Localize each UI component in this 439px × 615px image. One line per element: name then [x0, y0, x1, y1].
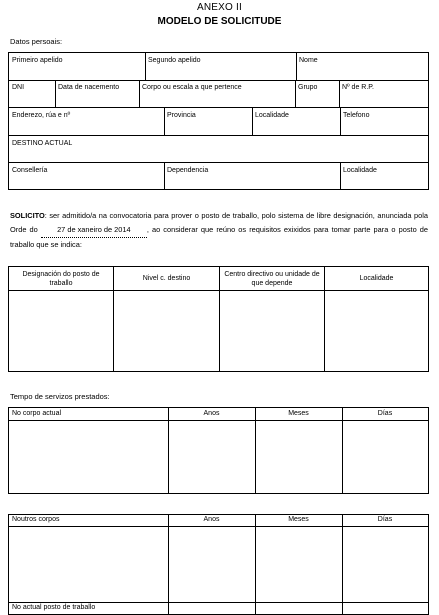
- post-header-designation: Designación do posto de traballo: [22, 271, 100, 287]
- dependency-field[interactable]: Dependencia: [167, 167, 209, 174]
- rp-number-field[interactable]: Nº de R.P.: [342, 84, 374, 91]
- post-header-locality: Localidade: [359, 275, 394, 282]
- other-months-header: Meses: [288, 516, 309, 523]
- annex-title: ANEXO II: [197, 2, 242, 13]
- destination-locality-field[interactable]: Localidade: [343, 167, 377, 174]
- other-years-header: Anos: [203, 516, 220, 523]
- post-header-directorate: Centro directivo ou unidade de que depende: [224, 271, 320, 287]
- other-days-header: Días: [377, 516, 393, 523]
- phone-field[interactable]: Telefono: [343, 112, 370, 119]
- first-surname-field[interactable]: Primeiro apelido: [12, 57, 63, 64]
- current-days-header: Días: [377, 410, 393, 417]
- current-years-header: Anos: [203, 410, 220, 417]
- request-paragraph: [10, 209, 428, 252]
- personal-data-label: Datos persoais:: [10, 37, 63, 46]
- second-surname-field[interactable]: Segundo apelido: [148, 57, 201, 64]
- request-text-after: , ao considerar que reúno os requisitos exixidos para tomar parte para o posto de traballo que se indica:: [10, 225, 428, 249]
- service-time-label: Tempo de servizos prestados:: [10, 392, 110, 401]
- current-destination-label: DESTINO ACTUAL: [12, 140, 73, 147]
- other-corps-table: [8, 514, 429, 615]
- current-corps-table: [8, 407, 429, 494]
- name-field[interactable]: Nome: [299, 57, 318, 64]
- post-table: [8, 266, 429, 372]
- address-field[interactable]: Enderezo, rúa e nº: [12, 112, 71, 119]
- form-title: MODELO DE SOLICITUDE: [157, 16, 282, 27]
- department-field[interactable]: Consellería: [12, 167, 48, 174]
- current-months-header: Meses: [288, 410, 309, 417]
- dni-field[interactable]: DNI: [12, 84, 25, 91]
- post-header-level: Nivel c. destino: [142, 275, 191, 282]
- province-field[interactable]: Provincia: [167, 112, 196, 119]
- other-corps-header: Noutros corpos: [12, 516, 60, 523]
- order-date[interactable]: 27 de xaneiro de 2014: [41, 223, 147, 238]
- group-field[interactable]: Grupo: [298, 84, 318, 91]
- personal-data-table: [8, 52, 429, 190]
- request-keyword: SOLICITO: [10, 211, 45, 220]
- current-corps-header: No corpo actual: [12, 410, 62, 417]
- corps-field[interactable]: Corpo ou escala a que pertence: [142, 84, 242, 91]
- birth-date-field[interactable]: Data de nacemento: [58, 84, 120, 91]
- request-text-before: : ser admitido/a na convocatoria para prover o posto de traballo, polo sistema de libre designación, anunciada pola Orde do: [10, 211, 428, 234]
- locality-field[interactable]: Localidade: [255, 112, 289, 119]
- current-post-row-label: No actual posto de traballo: [12, 604, 96, 611]
